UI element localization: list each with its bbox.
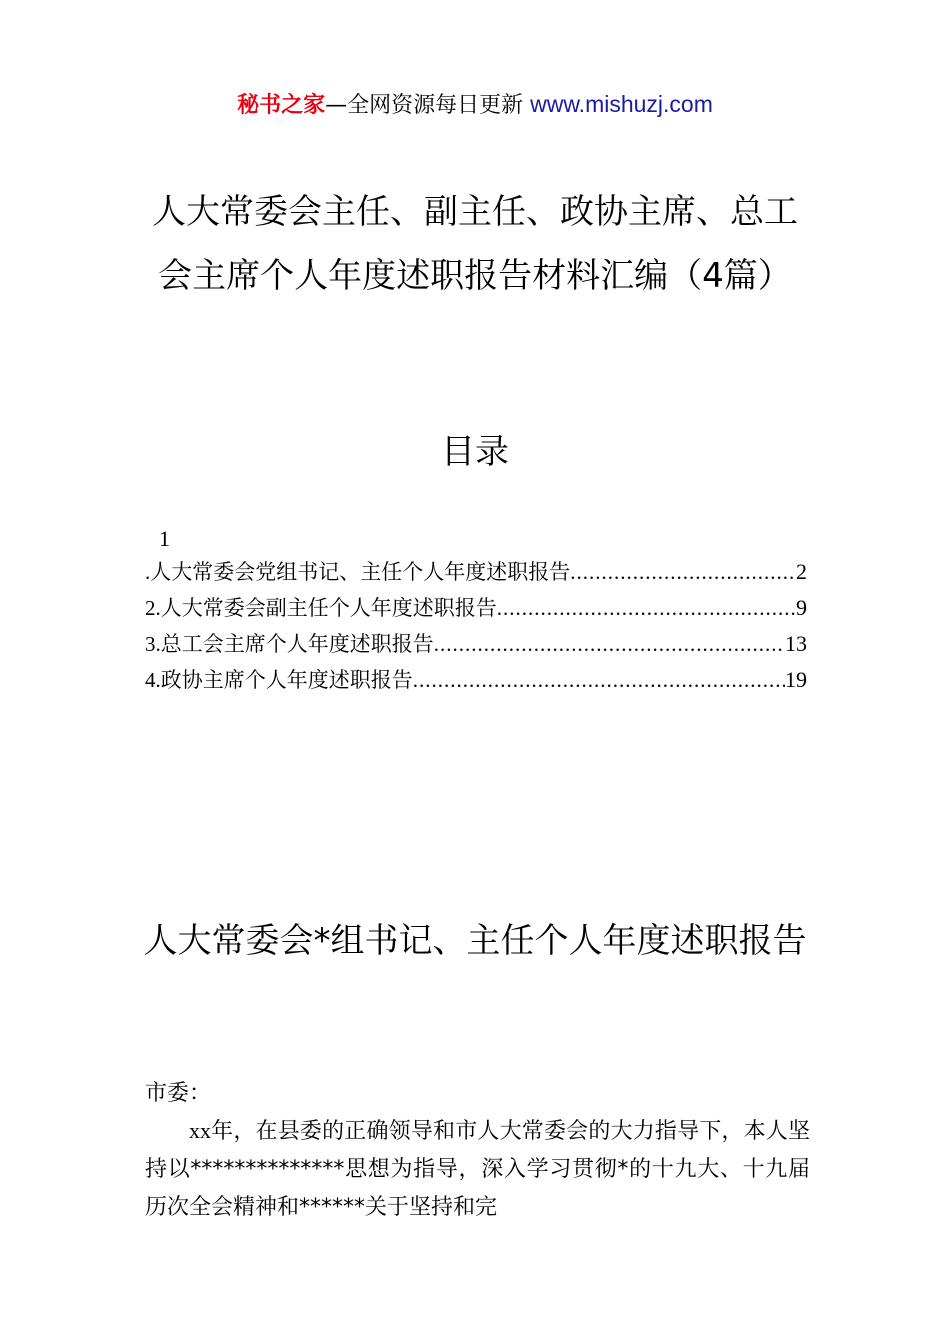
toc-heading: 目录 — [441, 432, 509, 472]
salutation: 市委： — [145, 1081, 212, 1106]
toc-entry-text: 人大常委会副主任个人年度述职报告 — [160, 596, 497, 620]
toc-entry-label — [145, 590, 497, 626]
toc-entry-label — [145, 626, 434, 662]
toc-entry-prefix: 4. — [145, 668, 161, 692]
toc-entry[interactable] — [145, 554, 807, 590]
paragraph-lead: xx — [189, 1118, 211, 1143]
toc-entry[interactable] — [145, 662, 807, 698]
toc-entry-page: 19 — [785, 667, 807, 692]
document-title: 人大常委会主任、副主任、政协主席、总工会主席个人年度述职报告材料汇编（4篇） — [152, 192, 798, 296]
toc-entry-page: 9 — [796, 595, 807, 620]
brand-name[interactable]: 秘书之家 — [237, 93, 326, 118]
header-dash: — — [325, 93, 348, 118]
toc-leader-dots — [413, 662, 785, 698]
toc-entry-label — [145, 554, 570, 590]
section-title: 人大常委会*组书记、主任个人年度述职报告 — [143, 921, 807, 961]
toc-entry-prefix: . — [145, 560, 151, 584]
toc-entry[interactable] — [145, 626, 807, 662]
toc-entry-page: 2 — [796, 559, 807, 584]
toc-entry-text: 政协主席个人年度述职报告 — [160, 668, 413, 692]
toc-entry-label — [145, 662, 413, 698]
body-paragraph — [145, 1112, 810, 1227]
toc-entry-page: 13 — [785, 631, 807, 656]
toc-leader-dots — [434, 626, 785, 662]
site-header — [0, 88, 950, 122]
paragraph-text: 年，在县委的正确领导和市人大常委会的大力指导下，本人坚持以**************思想为指导，深入学习贯彻*的十九大、十九届历次全会精神和******关于坚持和完 — [145, 1119, 810, 1220]
site-url-link[interactable]: www.mishuzj.com — [530, 91, 713, 117]
header-tagline: 全网资源每日更新 — [347, 93, 524, 118]
toc-leading-number: 1 — [159, 526, 170, 551]
toc-entry-text: 总工会主席个人年度述职报告 — [160, 632, 434, 656]
toc-entry-text: 人大常委会党组书记、主任个人年度述职报告 — [150, 560, 571, 584]
toc-leader-dots — [497, 590, 796, 626]
toc-entry-prefix: 3. — [145, 632, 161, 656]
toc-entry-prefix: 2. — [145, 596, 161, 620]
toc-entry[interactable] — [145, 590, 807, 626]
toc-leader-dots — [570, 554, 796, 590]
table-of-contents — [145, 524, 807, 698]
